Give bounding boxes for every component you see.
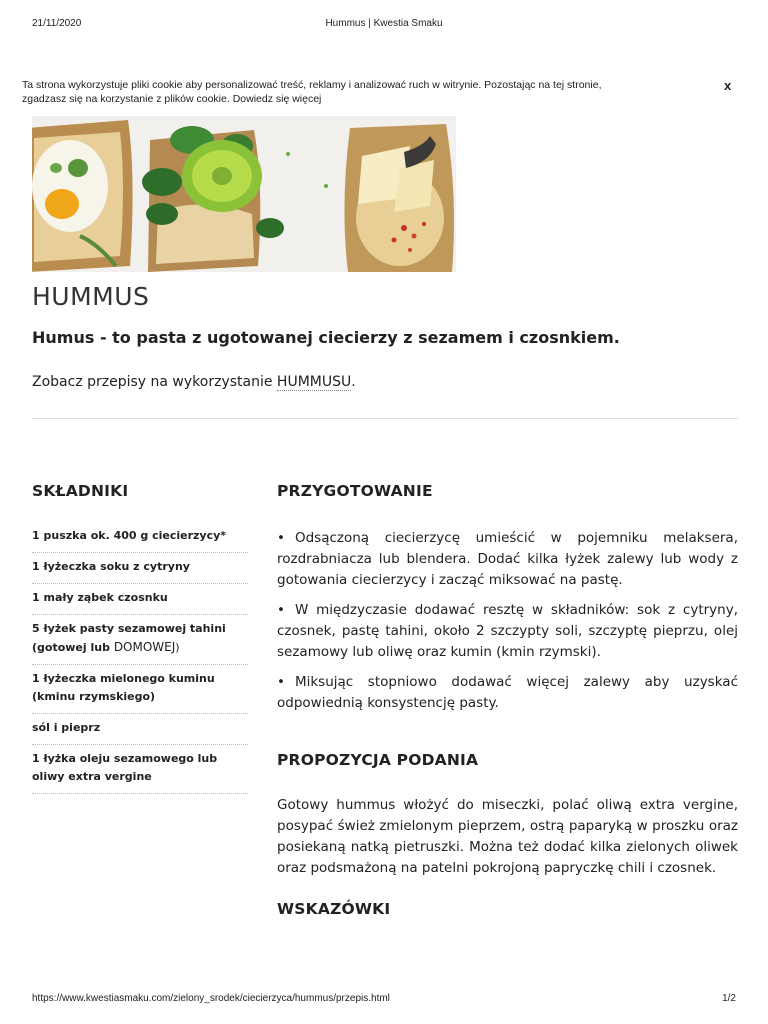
divider: [32, 418, 738, 419]
see-recipes-line: [32, 374, 356, 390]
ingredient-item: [32, 745, 248, 794]
ingredient-text: 1 łyżeczka soku z cytryny: [32, 560, 190, 573]
ingredient-item: [32, 615, 248, 665]
tips-heading: WSKAZÓWKI: [277, 900, 391, 918]
ingredient-item: [32, 522, 248, 553]
ingredient-text: 1 łyżka oleju sezamowego lub oliwy extra vergine: [32, 752, 218, 783]
ingredients-heading: SKŁADNIKI: [32, 482, 129, 500]
preparation-steps: [277, 528, 738, 723]
ingredient-item: [32, 553, 248, 584]
preparation-step: • W międzyczasie dodawać resztę w składników: sok z cytryny, czosnek, pastę tahini, około 2 szczypty soli, szczyptę pieprzu, olej sezamowy lub oliwę oraz kumin (kmin rzymski).: [277, 600, 738, 663]
cookie-banner: [22, 78, 622, 106]
homemade-tahini-link[interactable]: DOMOWEJ: [113, 640, 176, 654]
ingredient-item: [32, 714, 248, 745]
print-page-number: 1/2: [722, 993, 736, 1004]
cookie-text: Ta strona wykorzystuje pliki cookie aby personalizować treść, reklamy i analizować ruch w witrynie. Pozostając na tej stronie, zgadzasz się na korzystanie z plików cookie.: [22, 79, 602, 105]
ingredient-text: 1 puszka ok. 400 g ciecierzycy*: [32, 529, 227, 542]
preparation-step: • Odsączoną ciecierzycę umieścić w pojemniku melaksera, rozdrabniacza lub blendera. Dodać kilka łyżek zalewy lub wody z gotowania ciecierzycy i zacząć miksować na pastę.: [277, 528, 738, 591]
serving-text: Gotowy hummus włożyć do miseczki, polać oliwą extra vergine, posypać śwież zmielonym pieprzem, ostrą paparyką w proszku oraz posiekaną natką pietruszki. Można też dodać kilka zielonych oliwek oraz podsmażoną na patelni pokrojoną papryczkę chili i czosnek.: [277, 797, 738, 876]
ingredient-text: sól i pieprz: [32, 721, 101, 734]
print-date: 21/11/2020: [32, 18, 82, 29]
hummus-recipes-link[interactable]: HUMMUSU: [276, 374, 352, 390]
ingredient-suffix: ): [175, 641, 180, 654]
ingredients-list: [32, 522, 248, 794]
hummus-toasts-illustration: [32, 116, 456, 272]
serving-heading: PROPOZYCJA PODANIA: [277, 751, 479, 769]
preparation-heading: PRZYGOTOWANIE: [277, 482, 433, 500]
ingredient-item: [32, 665, 248, 714]
page-title: HUMMUS: [32, 282, 150, 311]
ingredient-text: 5 łyżek pasty sezamowej tahini (gotowej lub: [32, 622, 226, 654]
ingredient-text: 1 mały ząbek czosnku: [32, 591, 168, 604]
ingredient-text: 1 łyżeczka mielonego kuminu (kminu rzymskiego): [32, 672, 215, 703]
print-url: https://www.kwestiasmaku.com/zielony_srodek/ciecierzyca/hummus/przepis.html: [32, 993, 390, 1004]
see-recipes-suffix: .: [351, 374, 356, 390]
ingredient-item: [32, 584, 248, 615]
preparation-step: • Miksując stopniowo dodawać więcej zalewy aby uzyskać odpowiednią konsystencję pasty.: [277, 672, 738, 714]
cookie-learn-more-link[interactable]: Dowiedz się więcej: [232, 93, 322, 105]
cookie-close-button[interactable]: x: [724, 78, 732, 93]
recipe-lead: Humus - to pasta z ugotowanej ciecierzy z sezamem i czosnkiem.: [32, 328, 620, 347]
print-page-title: Hummus | Kwestia Smaku: [325, 18, 443, 29]
see-recipes-prefix: Zobacz przepisy na wykorzystanie: [32, 374, 277, 390]
hero-image: [32, 116, 456, 272]
